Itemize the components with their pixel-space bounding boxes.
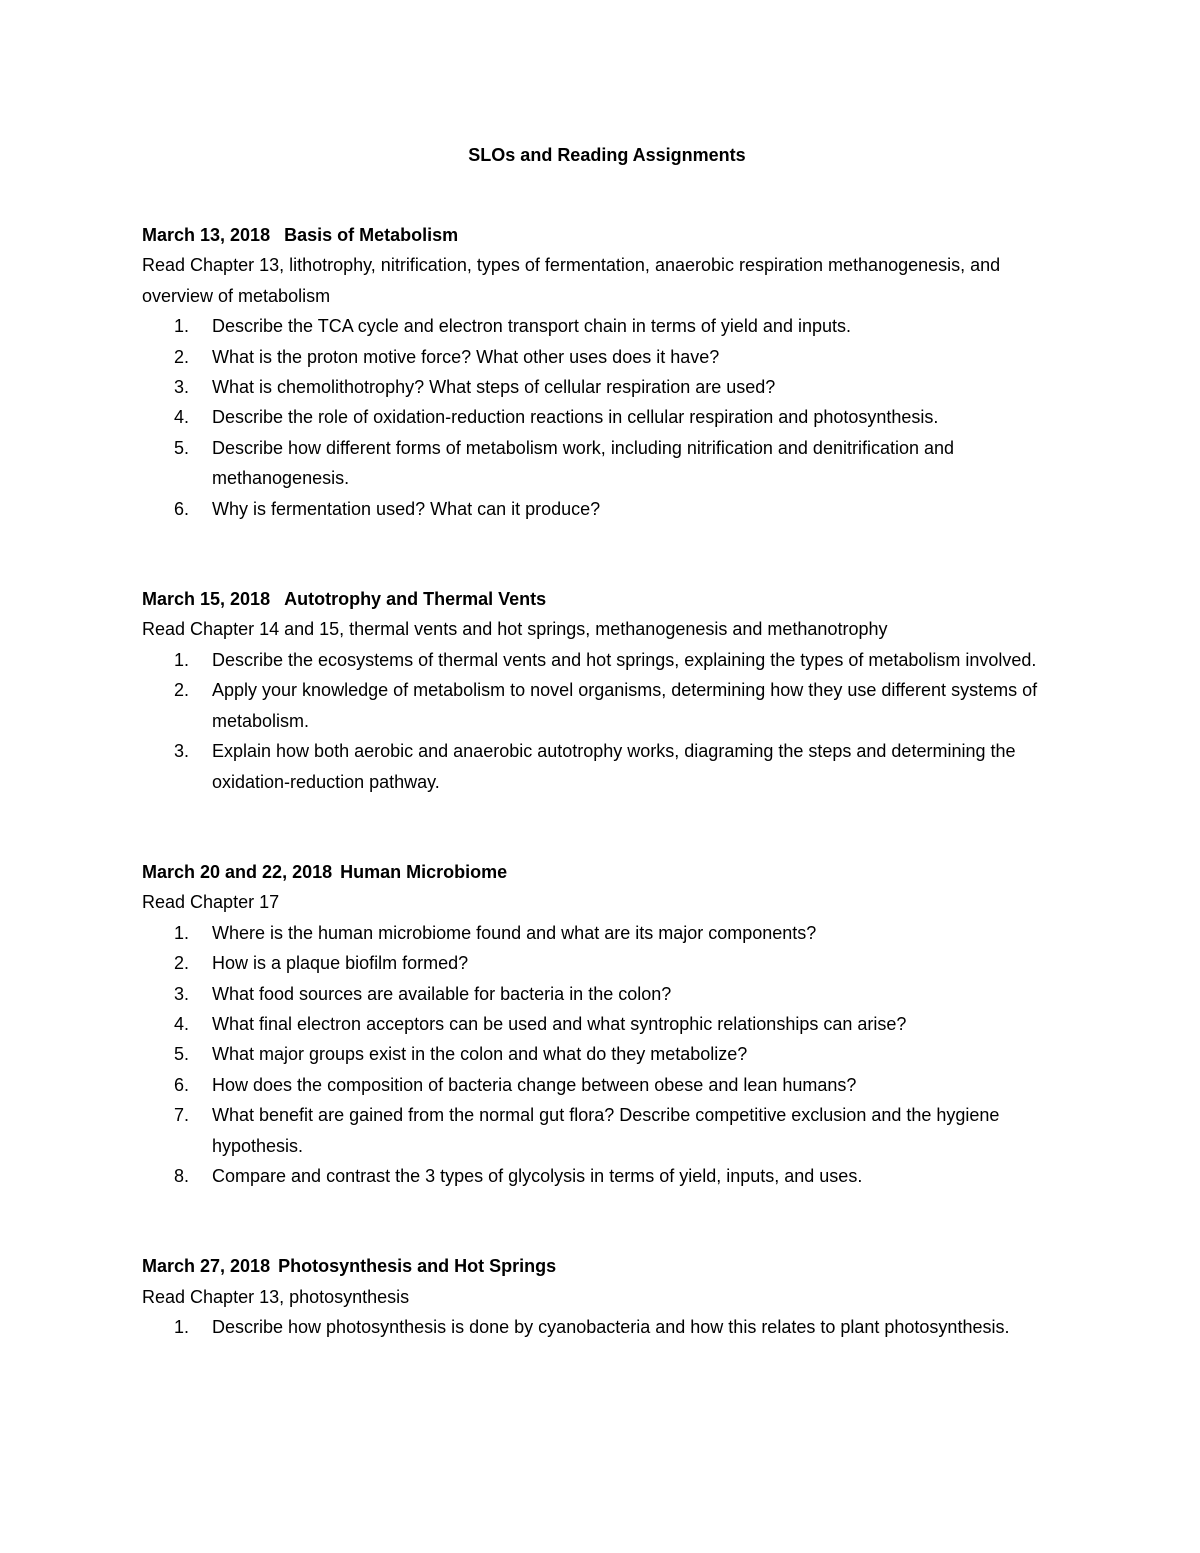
slo-list xyxy=(142,645,1072,797)
section-heading xyxy=(142,584,1072,614)
section-photosynthesis-hot-springs xyxy=(142,1251,1072,1342)
section-date: March 13, 2018 xyxy=(142,225,271,245)
slo-list xyxy=(142,1312,1072,1342)
list-item xyxy=(142,1009,1072,1039)
item-number: 2. xyxy=(174,346,190,367)
item-text: Describe the ecosystems of thermal vents and hot springs, explaining the types of metabolism involved. xyxy=(212,649,1037,670)
slo-list xyxy=(142,311,1072,524)
item-number: 2. xyxy=(174,953,190,974)
list-item xyxy=(142,736,1072,797)
item-text: Describe the role of oxidation-reduction reactions in cellular respiration and photosynthesis. xyxy=(212,407,939,428)
list-item xyxy=(142,918,1072,948)
item-text: What benefit are gained from the normal gut flora? Describe competitive exclusion and the hygiene hypothesis. xyxy=(212,1105,1000,1156)
section-topic: Basis of Metabolism xyxy=(284,225,459,245)
list-item xyxy=(142,1100,1072,1161)
item-number: 4. xyxy=(174,407,190,428)
section-topic: Autotrophy and Thermal Vents xyxy=(284,589,547,610)
list-item xyxy=(142,979,1072,1009)
item-text: What is the proton motive force? What other uses does it have? xyxy=(212,346,720,367)
list-item xyxy=(142,372,1072,402)
list-item xyxy=(142,1312,1072,1342)
item-number: 7. xyxy=(174,1105,190,1126)
section-heading xyxy=(142,220,1072,250)
item-number: 6. xyxy=(174,498,190,519)
list-item xyxy=(142,311,1072,341)
item-number: 3. xyxy=(174,983,190,1004)
item-number: 1. xyxy=(174,1317,190,1338)
item-number: 1. xyxy=(174,649,190,670)
section-topic: Human Microbiome xyxy=(340,861,508,882)
item-text: Where is the human microbiome found and what are its major components? xyxy=(212,922,817,943)
item-text: Describe the TCA cycle and electron transport chain in terms of yield and inputs. xyxy=(212,316,851,337)
section-date: March 15, 2018 xyxy=(142,589,271,610)
reading-assignment: Read Chapter 13, photosynthesis xyxy=(142,1286,410,1307)
item-text: What is chemolithotrophy? What steps of cellular respiration are used? xyxy=(212,377,776,398)
item-text: Describe how different forms of metabolism work, including nitrification and denitrification and methanogenesis. xyxy=(212,437,955,489)
reading-assignment: Read Chapter 17 xyxy=(142,892,280,913)
reading-assignment: Read Chapter 13, lithotrophy, nitrification, types of fermentation, anaerobic respiration methanogenesis, and overview of metabolism xyxy=(142,255,1001,306)
item-text: What food sources are available for bacteria in the colon? xyxy=(212,983,672,1004)
section-topic: Photosynthesis and Hot Springs xyxy=(278,1256,557,1277)
list-item xyxy=(142,1039,1072,1069)
section-date: March 20 and 22, 2018 xyxy=(142,861,333,882)
item-number: 4. xyxy=(174,1013,190,1034)
list-item xyxy=(142,948,1072,978)
section-autotrophy-thermal-vents xyxy=(142,584,1072,797)
section-heading xyxy=(142,857,1072,887)
section-human-microbiome xyxy=(142,857,1072,1191)
item-text: How does the composition of bacteria change between obese and lean humans? xyxy=(212,1074,857,1095)
item-number: 3. xyxy=(174,377,190,398)
item-number: 3. xyxy=(174,741,190,762)
slo-list xyxy=(142,918,1072,1192)
item-number: 6. xyxy=(174,1074,190,1095)
section-heading xyxy=(142,1251,1072,1281)
list-item xyxy=(142,494,1072,524)
item-text: How is a plaque biofilm formed? xyxy=(212,953,469,974)
list-item xyxy=(142,1070,1072,1100)
item-text: Why is fermentation used? What can it produce? xyxy=(212,498,601,519)
item-text: Explain how both aerobic and anaerobic autotrophy works, diagraming the steps and determining the oxidation-reduction pathway. xyxy=(212,741,1016,792)
document-page xyxy=(142,140,1072,1403)
section-basis-of-metabolism xyxy=(142,220,1072,524)
reading-assignment: Read Chapter 14 and 15, thermal vents and hot springs, methanogenesis and methanotrophy xyxy=(142,619,888,640)
item-text: Apply your knowledge of metabolism to novel organisms, determining how they use different systems of metabolism. xyxy=(212,680,1038,731)
item-number: 1. xyxy=(174,922,190,943)
list-item xyxy=(142,675,1072,736)
list-item xyxy=(142,433,1072,494)
list-item xyxy=(142,402,1072,432)
item-text: What final electron acceptors can be used and what syntrophic relationships can arise? xyxy=(212,1013,907,1034)
item-text: Describe how photosynthesis is done by cyanobacteria and how this relates to plant photosynthesis. xyxy=(212,1317,1010,1338)
item-number: 1. xyxy=(174,316,190,337)
list-item xyxy=(142,1161,1072,1191)
item-text: Compare and contrast the 3 types of glycolysis in terms of yield, inputs, and uses. xyxy=(212,1165,863,1186)
section-date: March 27, 2018 xyxy=(142,1256,271,1277)
list-item xyxy=(142,645,1072,675)
item-number: 5. xyxy=(174,1044,190,1065)
item-number: 5. xyxy=(174,437,190,458)
item-number: 8. xyxy=(174,1165,190,1186)
item-text: What major groups exist in the colon and what do they metabolize? xyxy=(212,1044,748,1065)
list-item xyxy=(142,342,1072,372)
item-number: 2. xyxy=(174,680,190,701)
document-title: SLOs and Reading Assignments xyxy=(468,145,746,165)
